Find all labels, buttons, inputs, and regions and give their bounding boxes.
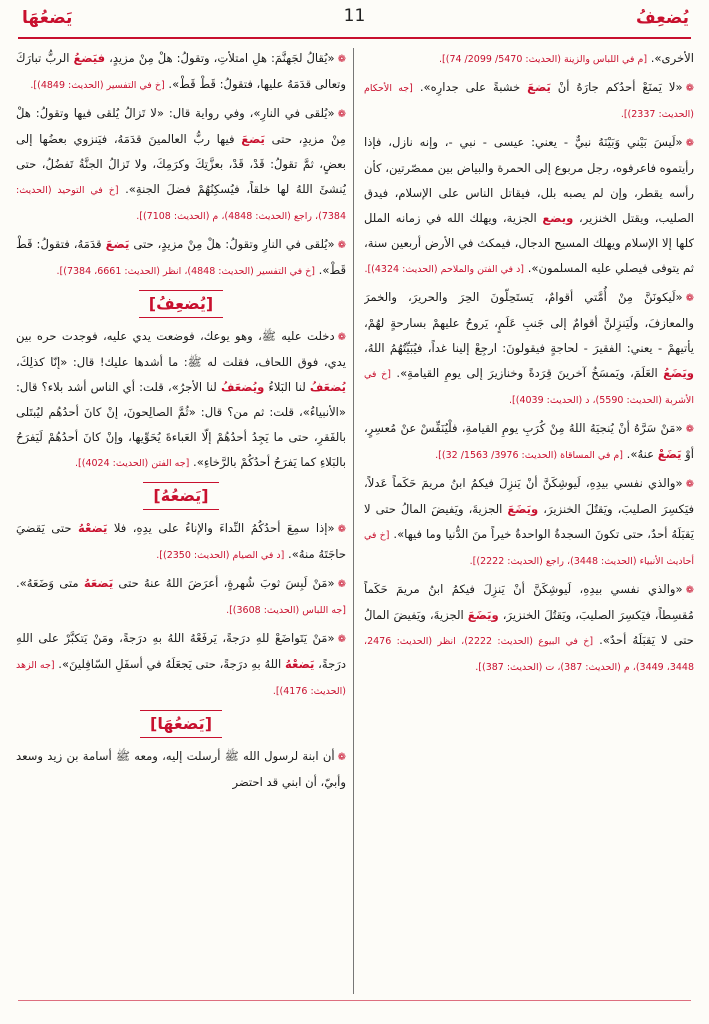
page-number: 11 [343, 6, 366, 26]
keyword-highlight: ويضع [542, 211, 574, 225]
flower-bullet-icon: ❁ [337, 579, 346, 590]
hadith-entry: ❁«لا يَمنَعْ أحدُكم جارَهُ أنْ يَضعَ خشبةً على جدارِه». [جه الأحكام (الحديث: 2337)]. [364, 80, 694, 120]
section-heading: [يُضعِفُ] [16, 290, 346, 318]
keyword-highlight: ويَضَعَ [467, 608, 499, 622]
hadith-entry: ❁«لَيكونَنَّ مِنْ أُمَّتي أقوامٌ، يَستَحِلّونَ الحِرَ والحريرَ، والخمرَ والمعازفَ، ولَيَنزِلنَّ أقوامٌ إلى جَنبِ عَلَمٍ، يَروحُ عليهمْ بسارحةٍ لهُمْ، يأتيهمْ - يعني: الفقيرَ - لحاجةٍ فيقولونَ: ارجِعْ إلينا غداً، فيُبَيِّتُهُمُ اللهُ، ويَضَعُ العَلَمَ، ويَمسَخُ آخرينَ قِرَدةً وخنازيرَ إلى يومِ القيامةِ». [خ في الأشربة (الحديث: 5590)، د (الحديث: 4039)]. [364, 290, 694, 406]
hadith-reference: [جه الأحكام (الحديث: 2337)]. [364, 83, 694, 120]
hadith-entry: ❁«يُلقى في النارِ»، وفي رواية قال: «لا تَزالُ يُلقى فيها وتقولُ: هلْ مِنْ مزيدٍ، حتى يَضعَ فيها ربُّ العالمينَ قدَمَهُ، فيَنزوي بعضُها إلى بعضٍ، ثمَّ تقولُ: قَدْ، قَدْ، بعزَّتِكَ وكرَمِكَ، ولا تَزالُ الجنَّةُ تَفضُلُ، حتى يُنشئَ اللهُ لها خلقاً، فيُسكِنُهُمْ فضلَ الجنةِ». [خ في التوحيد (الحديث: 7384)، راجع (الحديث: 4848)، م (الحديث: 7108)]. [16, 106, 346, 222]
hadith-reference: [خ في أحاديث الأنبياء (الحديث: 3448)، راجع (الحديث: 2222)]. [364, 530, 694, 567]
right-column [364, 46, 694, 996]
flower-bullet-icon: ❁ [337, 634, 346, 645]
hadith-reference: [خ في الأشربة (الحديث: 5590)، د (الحديث: 4039)]. [364, 369, 694, 406]
flower-bullet-icon: ❁ [685, 585, 694, 596]
keyword-highlight: يَضعْهُ [78, 521, 108, 535]
keyword-highlight: يُضعَفُ [309, 380, 346, 394]
hadith-entry: ❁«لَيسَ بَيْني وَبَيْنَهُ نبيٌّ - يعني: عيسى - نبي -، وإنه نازل، فإذا رأيتموه فاعرفوه، رجل مربوع إلى الحمرة والبياض بين ممصّرتين، كأن رأسه يقطر، وإن لم يصبه بلل، فيقاتل الناس على الإسلام، فيدق الصليب، ويقتل الخنزير، ويضع الجزية، ويهلك الله في زمانه الملل كلها إلا الإسلام ويهلك المسيح الدجال، فيمكث في الأرض أربعين سنة، ثم يتوفى فيصلي عليه المسلمون». [د في الفتن والملاحم (الحديث: 4324)]. [364, 135, 694, 275]
column-divider [353, 48, 354, 994]
hadith-reference: [خ في التفسير (الحديث: 4849)]. [30, 80, 165, 91]
flower-bullet-icon: ❁ [337, 54, 346, 65]
section-heading: [يَضعُهُ] [16, 482, 346, 510]
flower-bullet-icon: ❁ [337, 332, 346, 343]
left-column [16, 46, 346, 996]
page-header [0, 0, 709, 40]
hadith-entry: ❁«مَنْ سَرَّهُ أنْ يُنجيَهُ اللهُ مِنْ كُرَبِ يومِ القيامةِ، فلْيُنَفِّسْ عنْ مُعسِرٍ، أوْ يَضَعْ عنهُ». [م في المساقاة (الحديث: 3976/ 1563/ 32)]. [364, 421, 694, 461]
hadith-entry: ❁أن ابنة لرسول الله ﷺ أرسلت إليه، ومعه ﷺ أسامة بن زيد وسعد وأبيّ، أن ابني قد احتضر [16, 749, 346, 789]
hadith-entry: ❁«مَنْ يَتَواضَعْ للهِ درَجةً، يَرفَعْهُ اللهُ بهِ درَجةً، ومَنْ يَتكبَّرْ على اللهِ درَجةً، يَضعْهُ اللهُ بهِ درَجةً، حتى يَجعَلَهُ في أسفَلِ السّافِلينَ». [جه الزهد (الحديث: 4176)]. [16, 631, 346, 697]
hadith-entry: ❁«والذي نفسي بيدِهِ، لَيوشِكَنَّ أنْ يَنزِلَ فيكمُ ابنُ مريمَ حَكَماً مُقسِطاً، فيَكسِرَ الصليبَ، ويَقتُلَ الخنزيرَ، ويَضَعَ الجزيةَ، ويَفيضَ المالُ حتى لا يَقبَلَهُ أحدٌ». [خ في البيوع (الحديث: 2222)، انظر (الحديث: 2476، 3448، 3449)، م (الحديث: 387)، ت (الحديث: 387)]. [364, 582, 694, 673]
flower-bullet-icon: ❁ [337, 109, 346, 120]
keyword-highlight: ويُضعَفُ [220, 380, 265, 394]
hadith-reference: [د في الصيام (الحديث: 2350)]. [156, 550, 285, 561]
keyword-highlight: فيَضعُ [73, 51, 106, 65]
keyword-highlight: يَضعَ [527, 80, 551, 94]
flower-bullet-icon: ❁ [685, 424, 694, 435]
hadith-reference: [جه الفتن (الحديث: 4024)]. [75, 458, 190, 469]
hadith-reference: [جه الزهد (الحديث: 4176)]. [16, 660, 346, 697]
section-heading: [يَضعُهَا] [16, 710, 346, 738]
hadith-reference: [خ في التوحيد (الحديث: 7384)، راجع (الحديث: 4848)، م (الحديث: 7108)]. [16, 185, 346, 222]
flower-bullet-icon: ❁ [685, 293, 694, 304]
keyword-highlight: ويَضَعُ [663, 366, 694, 380]
flower-bullet-icon: ❁ [685, 138, 694, 149]
flower-bullet-icon: ❁ [337, 524, 346, 535]
hadith-entry: ❁دخلت عليه ﷺ، وهو يوعك، فوضعت يدي عليه، فوجدت حره بين يدي، فوق اللحاف، فقلت له ﷺ: ما أشدها عليك! قال: «إنّا كذلِكَ، يُضعَفُ لنا البَلاءُ ويُضعَفُ لنا الأجرُ»، قلت: أي الناس أشد بلاء؟ قال: «الأنبياءُ»، قلت: ثم من؟ قال: «ثُمَّ الصالِحونَ، إنْ كانَ أحدُهُم ليُبتَلى بالفَقرِ، حتى ما يَجِدُ أحدُهُمْ إلّا العَباءةَ يُحَوِّيها، وإنْ كانَ أحدُهُمْ لَيَفرَحُ بالبَلاءِ كما يَفرَحُ أحدُكُمْ بالرَّخاءِ». [جه الفتن (الحديث: 4024)]. [16, 329, 346, 469]
hadith-reference: [م في المساقاة (الحديث: 3976/ 1563/ 32)]. [435, 450, 623, 461]
flower-bullet-icon: ❁ [685, 479, 694, 490]
hadith-entry: ❁«يُقالُ لجَهنَّمَ: هلِ امتلأتِ، وتقولُ: هلْ مِنْ مزيدٍ، فيَضعُ الربُّ تبارَكَ وتعالى قدَمَهُ عليها، فتقولُ: قَطْ قَطْ». [خ في التفسير (الحديث: 4849)]. [16, 51, 346, 91]
flower-bullet-icon: ❁ [337, 752, 346, 763]
hadith-reference: [خ في البيوع (الحديث: 2222)، انظر (الحديث: 2476، 3448، 3449)، م (الحديث: 387)، ت (الحديث: 387)]. [364, 636, 694, 673]
hadith-entry: ❁«يُلقى في النارِ وتقولُ: هلْ مِنْ مزيدٍ، حتى يَضعَ قدَمَهُ، فتقولُ: قَطْ قَطْ». [خ في التفسير (الحديث: 4848)، انظر (الحديث: 6661، 7384)]. [16, 237, 346, 277]
keyword-highlight: يَضعَ [105, 237, 130, 251]
hadith-entry: ❁«والذي نفسي بيدِهِ، لَيوشِكَنَّ أنْ يَنزِلَ فيكمُ ابنُ مريمَ حَكَماً عَدلاً، فيَكسِرَ الصليبَ، ويَقتُلَ الخنزيرَ، ويَضَعَ الجزيةَ، ويَفيضَ المالُ حتى لا يَقبَلَهُ أحدٌ، حتى تكونَ السجدةُ الواحدةُ خيراً منَ الدُّنيا وما فيها». [خ في أحاديث الأنبياء (الحديث: 3448)، راجع (الحديث: 2222)]. [364, 476, 694, 567]
hadith-entry: ❁«مَنْ لَبِسَ ثوبَ شُهرةٍ، أعرَضَ اللهُ عنهُ حتى يَضعَهُ متى وَضَعَهُ». [جه اللباس (الحديث: 3608)]. [16, 576, 346, 616]
keyword-highlight: يَضَعْ [657, 447, 682, 461]
keyword-highlight: يَضعْهُ [285, 657, 315, 671]
keyword-highlight: يَضعَهُ [83, 576, 114, 590]
hadith-reference: [خ في التفسير (الحديث: 4848)، انظر (الحديث: 6661، 7384)]. [56, 266, 315, 277]
flower-bullet-icon: ❁ [337, 240, 346, 251]
keyword-highlight: يَضعَ [241, 132, 265, 146]
hadith-entry: الأخرى». [م في اللباس والزينة (الحديث: 5470/ 2099/ 74)]. [439, 51, 694, 65]
footer-rule [18, 1000, 691, 1001]
header-right-word: يُضعِفُ [636, 8, 689, 28]
hadith-reference: [د في الفتن والملاحم (الحديث: 4324)]. [364, 264, 525, 275]
hadith-reference: [جه اللباس (الحديث: 3608)]. [226, 605, 346, 616]
header-left-word: يَضعُهَا [22, 8, 73, 28]
keyword-highlight: ويَضَعَ [507, 502, 539, 516]
hadith-entry: ❁«إذا سمِعَ أحدُكُمُ النِّداءَ والإناءُ على يدِهِ، فلا يَضعْهُ حتى يَقضيَ حاجَتَهُ منهُ». [د في الصيام (الحديث: 2350)]. [16, 521, 346, 561]
header-rule [18, 37, 691, 39]
flower-bullet-icon: ❁ [685, 83, 694, 94]
